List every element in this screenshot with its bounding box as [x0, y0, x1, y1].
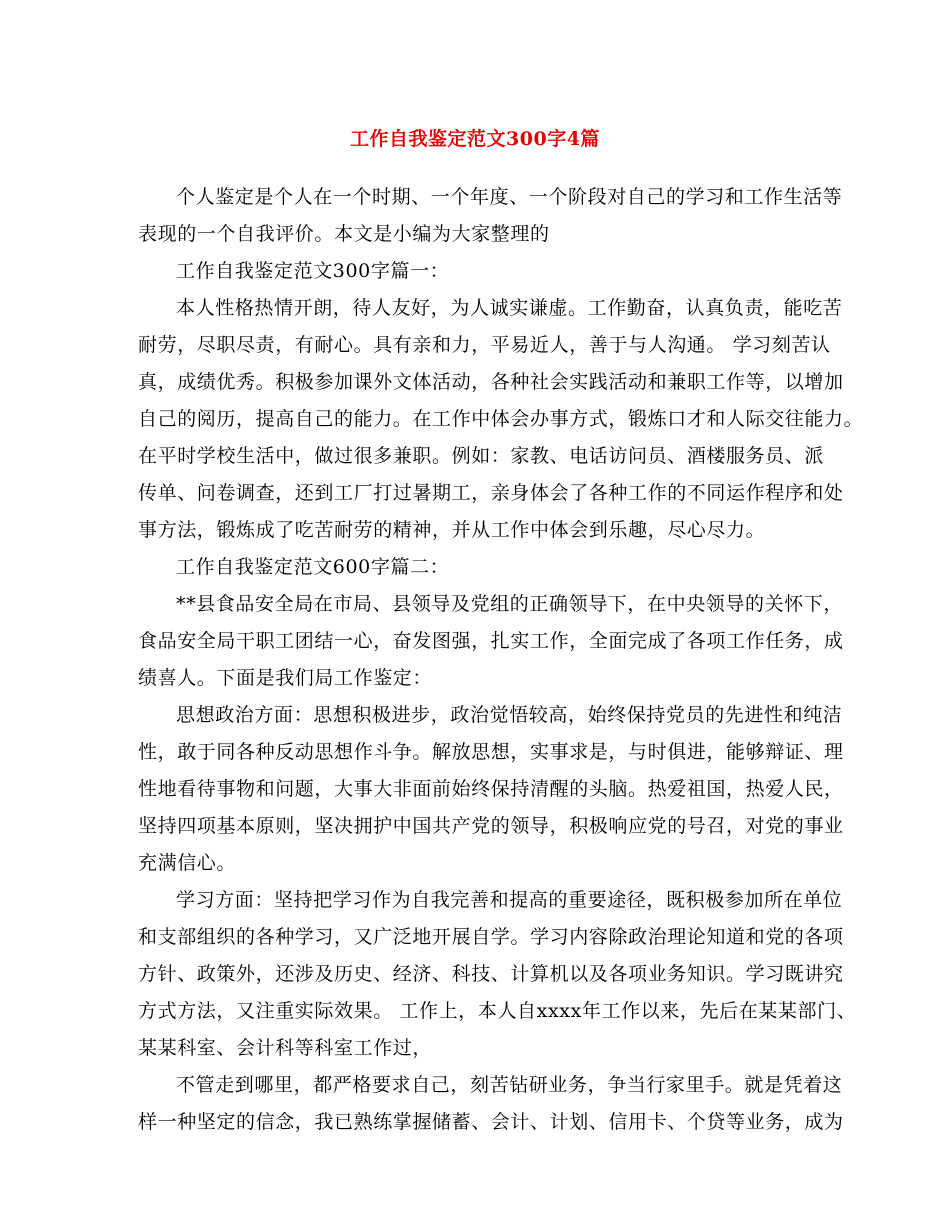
document-title: 工作自我鉴定范文300字4篇 [350, 128, 600, 150]
paragraph-line: 样一种坚定的信念，我已熟练掌握储蓄、会计、计划、信用卡、个贷等业务，成为 [138, 1111, 844, 1133]
paragraph-line: 在平时学校生活中，做过很多兼职。例如：家教、电话访问员、酒楼服务员、派 [138, 445, 825, 467]
paragraph-line: 不管走到哪里，都严格要求自己，刻苦钻研业务，争当行家里手。就是凭着这 [176, 1074, 843, 1096]
section-heading: 工作自我鉴定范文300字篇一： [176, 260, 450, 282]
paragraph-line: 事方法，锻炼成了吃苦耐劳的精神，并从工作中体会到乐趣，尽心尽力。 [138, 519, 766, 541]
paragraph-line: 性地看待事物和问题，大事大非面前始终保持清醒的头脑。热爱祖国，热爱人民， [138, 778, 844, 800]
paragraph-line: 耐劳，尽职尽责，有耐心。具有亲和力，平易近人，善于与人沟通。 学习刻苦认 [138, 334, 831, 356]
section-heading: 工作自我鉴定范文600字篇二： [176, 556, 450, 578]
paragraph-line: 思想政治方面：思想积极进步，政治觉悟较高，始终保持党员的先进性和纯洁 [176, 704, 843, 726]
paragraph-line: 性，敢于同各种反动思想作斗争。解放思想，实事求是，与时俱进，能够辩证、理 [138, 741, 844, 763]
paragraph-line: 绩喜人。下面是我们局工作鉴定： [138, 667, 433, 689]
paragraph-line: 方式方法，又注重实际效果。 工作上，本人自xxxx年工作以来，先后在某某部门、 [138, 1000, 857, 1022]
paragraph-line: 真，成绩优秀。积极参加课外文体活动，各种社会实践活动和兼职工作等，以增加 [138, 371, 844, 393]
paragraph-line: 和支部组织的各种学习，又广泛地开展自学。学习内容除政治理论知道和党的各项 [138, 926, 844, 948]
paragraph-line: 方针、政策外，还涉及历史、经济、科技、计算机以及各项业务知识。学习既讲究 [138, 963, 844, 985]
paragraph-line: 本人性格热情开朗，待人友好，为人诚实谦虚。工作勤奋，认真负责，能吃苦 [176, 297, 843, 319]
paragraph-line: 坚持四项基本原则，坚决拥护中国共产党的领导，积极响应党的号召，对党的事业 [138, 815, 844, 837]
paragraph-line: 自己的阅历，提高自己的能力。在工作中体会办事方式，锻炼口才和人际交往能力。 [138, 408, 864, 430]
paragraph-line: 某某科室、会计科等科室工作过， [138, 1037, 433, 1059]
paragraph-line: 个人鉴定是个人在一个时期、一个年度、一个阶段对自己的学习和工作生活等 [176, 186, 843, 208]
paragraph-line: 表现的一个自我评价。本文是小编为大家整理的 [138, 223, 550, 245]
paragraph-line: 学习方面：坚持把学习作为自我完善和提高的重要途径，既积极参加所在单位 [176, 889, 843, 911]
paragraph-line: **县食品安全局在市局、县领导及党组的正确领导下，在中央领导的关怀下， [176, 593, 844, 615]
paragraph-line: 充满信心。 [138, 852, 237, 874]
paragraph-line: 食品安全局干职工团结一心，奋发图强，扎实工作，全面完成了各项工作任务，成 [138, 630, 844, 652]
paragraph-line: 传单、问卷调查，还到工厂打过暑期工，亲身体会了各种工作的不同运作程序和处 [138, 482, 844, 504]
